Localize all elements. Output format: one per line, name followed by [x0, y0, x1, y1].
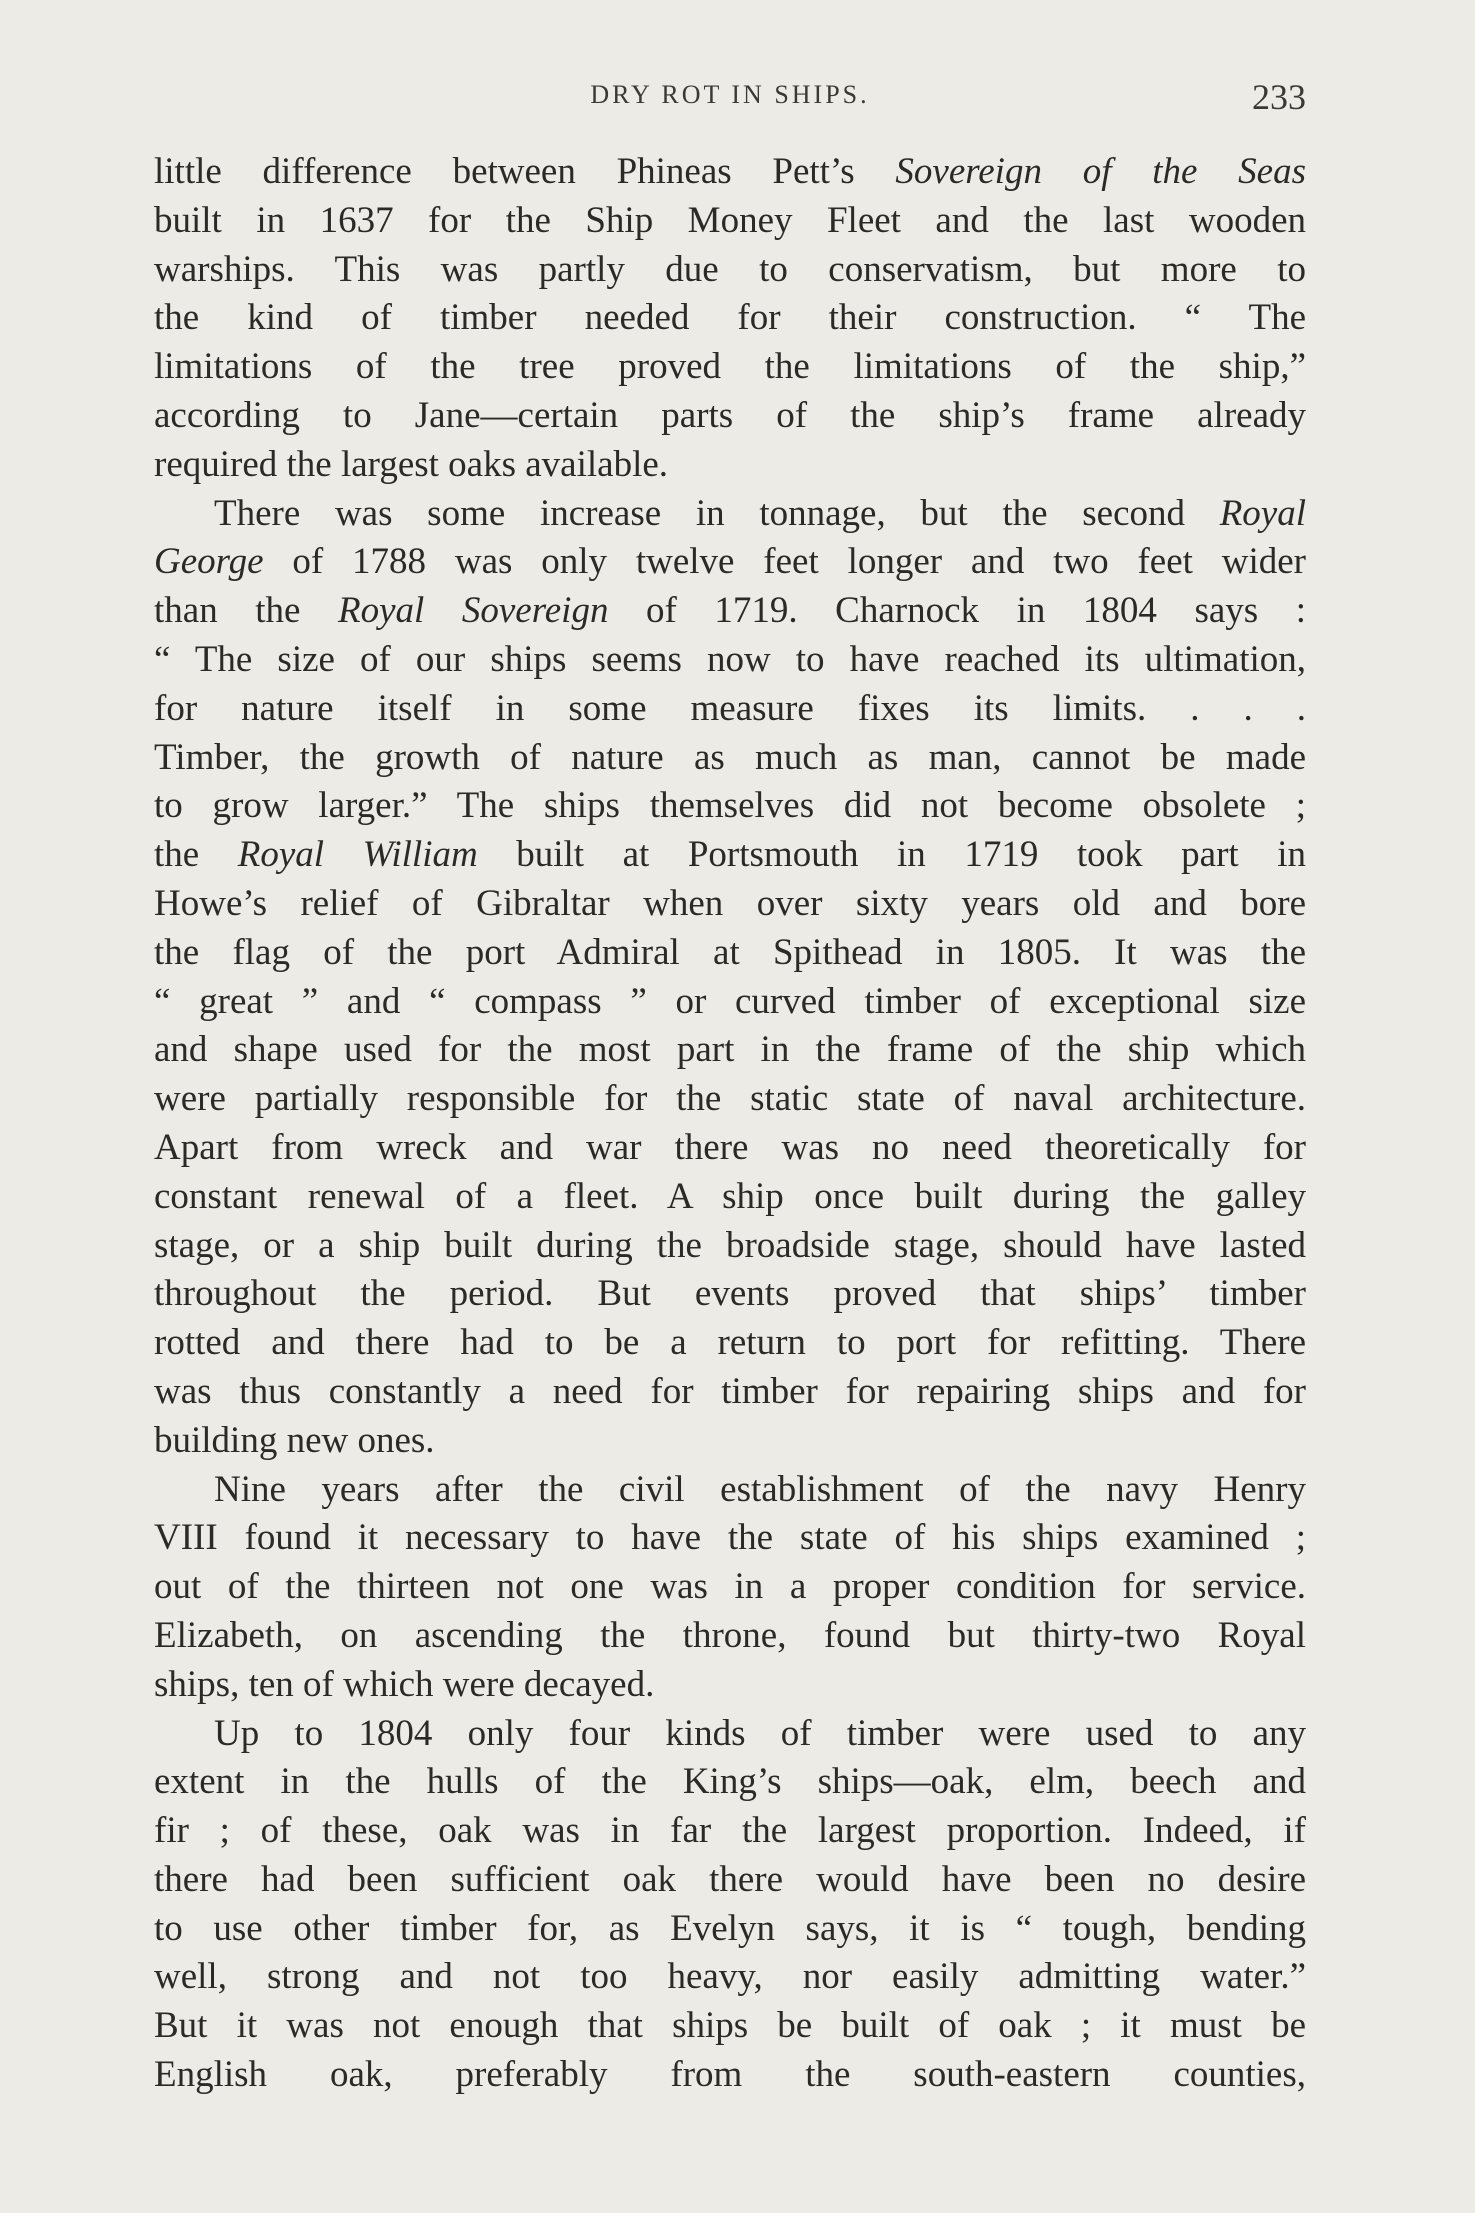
text-line: [154, 587, 1306, 636]
text-run: for nature itself in some measure fixes its limits. . . .: [154, 687, 1306, 729]
text-line: [154, 1514, 1306, 1563]
text-run: throughout the period. But events proved that ships’ timber: [154, 1273, 1306, 1315]
text-line: [154, 1368, 1306, 1417]
text-run: rotted and there had to be a return to port for refitting. There: [154, 1322, 1306, 1364]
text-run: built at Portsmouth in 1719 took part in: [477, 834, 1306, 876]
text-line: [154, 441, 1306, 490]
text-run: extent in the hulls of the King’s ships—oak, elm, beech and: [154, 1761, 1306, 1803]
italic-text: Royal Sovereign: [338, 590, 609, 632]
text-run: required the largest oaks available.: [154, 443, 669, 485]
text-line: [154, 1905, 1306, 1954]
text-run: But it was not enough that ships be built of oak ; it must be: [154, 2005, 1306, 2047]
text-line: [154, 1026, 1306, 1075]
text-line: [154, 1466, 1306, 1515]
italic-text: Royal William: [237, 834, 478, 876]
text-run: the flag of the port Admiral at Spithead in 1805. It was the: [154, 931, 1306, 973]
text-run: Howe’s relief of Gibraltar when over sixty years old and bore: [154, 882, 1306, 924]
text-line: [154, 1270, 1306, 1319]
text-run: There was some increase in tonnage, but the second: [214, 492, 1220, 534]
text-line: [154, 197, 1306, 246]
text-line: [154, 1856, 1306, 1905]
text-line: [154, 929, 1306, 978]
text-run: little difference between Phineas Pett’s: [154, 151, 896, 192]
text-line: [154, 1173, 1306, 1222]
text-run: the: [154, 834, 238, 876]
text-line: [154, 2051, 1306, 2100]
text-run: “ great ” and “ compass ” or curved timber of exceptional size: [154, 980, 1306, 1022]
text-run: of 1788 was only twelve feet longer and two feet wider: [263, 541, 1306, 583]
text-line: [154, 831, 1306, 880]
text-line: [154, 880, 1306, 929]
text-line: [154, 978, 1306, 1027]
text-run: “ The size of our ships seems now to have reached its ultimation,: [154, 638, 1306, 680]
text-line: [154, 2002, 1306, 2051]
text-line: [154, 782, 1306, 831]
text-line: [154, 1710, 1306, 1759]
text-run: building new ones.: [154, 1419, 435, 1461]
text-run: ships, ten of which were decayed.: [154, 1663, 655, 1705]
text-line: [154, 1758, 1306, 1807]
text-run: stage, or a ship built during the broadside stage, should have lasted: [154, 1224, 1306, 1266]
text-line: [154, 538, 1306, 587]
text-run: Timber, the growth of nature as much as man, cannot be made: [154, 736, 1306, 778]
text-run: English oak, preferably from the south-eastern counties,: [154, 2054, 1306, 2096]
italic-text: Royal: [1219, 492, 1306, 534]
text-line: [154, 1661, 1306, 1710]
text-line: [154, 1222, 1306, 1271]
text-run: Nine years after the civil establishment of the navy Henry: [214, 1468, 1306, 1510]
text-line: [154, 1807, 1306, 1856]
text-run: according to Jane—certain parts of the ship’s frame already: [154, 394, 1306, 436]
text-line: [154, 343, 1306, 392]
text-run: was thus constantly a need for timber for repairing ships and for: [154, 1370, 1306, 1412]
text-run: well, strong and not too heavy, nor easily admitting water.”: [154, 1956, 1306, 1998]
text-run: to grow larger.” The ships themselves did not become obsolete ;: [154, 785, 1306, 827]
body-text: [154, 148, 1306, 2100]
text-run: of 1719. Charnock in 1804 says :: [608, 590, 1306, 632]
text-run: Apart from wreck and war there was no need theoretically for: [154, 1126, 1306, 1168]
text-line: [154, 1319, 1306, 1368]
text-line: [154, 392, 1306, 441]
italic-text: George: [154, 541, 264, 583]
text-line: [154, 1563, 1306, 1612]
text-line: [154, 490, 1306, 539]
text-run: constant renewal of a fleet. A ship once built during the galley: [154, 1175, 1306, 1217]
text-run: fir ; of these, oak was in far the largest proportion. Indeed, if: [154, 1810, 1306, 1852]
text-line: [154, 246, 1306, 295]
text-line: [154, 685, 1306, 734]
running-head: [154, 78, 1306, 122]
text-run: warships. This was partly due to conservatism, but more to: [154, 248, 1306, 290]
text-line: [154, 636, 1306, 685]
text-line: [154, 148, 1306, 197]
text-run: built in 1637 for the Ship Money Fleet and the last wooden: [154, 199, 1306, 241]
running-title: DRY ROT IN SHIPS.: [590, 80, 870, 109]
text-run: the kind of timber needed for their construction. “ The: [154, 297, 1306, 339]
text-run: VIII found it necessary to have the state of his ships examined ;: [154, 1517, 1306, 1559]
text-line: [154, 1417, 1306, 1466]
text-line: [154, 1124, 1306, 1173]
text-line: [154, 294, 1306, 343]
text-run: and shape used for the most part in the frame of the ship which: [154, 1029, 1306, 1071]
text-run: to use other timber for, as Evelyn says, it is “ tough, bending: [154, 1907, 1306, 1949]
page-number: 233: [1252, 77, 1306, 117]
text-line: [154, 1075, 1306, 1124]
text-line: [154, 1612, 1306, 1661]
text-run: out of the thirteen not one was in a proper condition for service.: [154, 1566, 1306, 1608]
text-run: than the: [154, 590, 339, 632]
text-run: there had been sufficient oak there would have been no desire: [154, 1858, 1306, 1900]
text-line: [154, 734, 1306, 783]
text-run: Up to 1804 only four kinds of timber were used to any: [214, 1712, 1306, 1754]
italic-text: Sovereign of the Seas: [895, 151, 1306, 192]
text-run: limitations of the tree proved the limitations of the ship,”: [154, 346, 1306, 388]
text-run: were partially responsible for the static state of naval architecture.: [154, 1078, 1306, 1120]
text-run: Elizabeth, on ascending the throne, found but thirty-two Royal: [154, 1614, 1306, 1656]
text-line: [154, 1953, 1306, 2002]
